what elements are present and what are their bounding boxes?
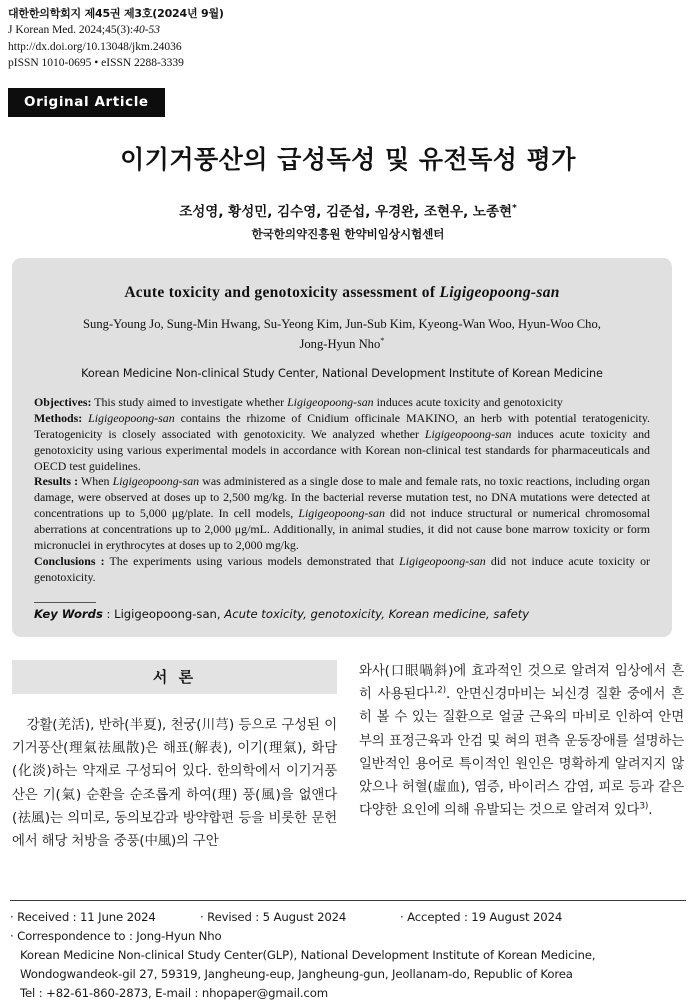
keywords-remaining-items: Acute toxicity, genotoxicity, Korean medicine, safety bbox=[224, 606, 530, 621]
section-heading-introduction: 서 론 bbox=[12, 660, 337, 694]
intro-right-text-1: 와사(口眼喎斜)에 효과적인 것으로 알려져 임상에서 흔히 사용된다 bbox=[359, 664, 684, 703]
abstract-methods-i2: Ligigeopoong-san bbox=[424, 426, 512, 441]
footer-address-line-1: Korean Medicine Non-clinical Study Center(GLP), National Development Institute of Korean Medicine, bbox=[20, 947, 596, 962]
intro-right-text-2: . 안면신경마비는 뇌신경 질환 중에서 흔히 볼 수 있는 질환으로 얼굴 근육의 마비로 인하여 안면부의 표정근육과 안검 및 혀의 편측 운동장애를 설명하는 일반적인 용어로 특이적인 원인은 명확하게 알려지지 않았으나 허혈(虛血), 염증, 바이러스 감염, 피로 등과 같은 다양한 요인에 의해 유발되는 것으로 알려져 있다 bbox=[359, 687, 684, 819]
page-title-english bbox=[34, 284, 650, 302]
abstract-conclusions bbox=[34, 554, 650, 586]
abstract-objectives-italic: Ligigeopoong-san bbox=[287, 394, 374, 409]
intro-right-text-3: . bbox=[648, 803, 653, 819]
english-title-italic: Ligigeopoong-san bbox=[439, 284, 560, 301]
masthead-doi: http://dx.doi.org/10.13048/jkm.24036 bbox=[8, 40, 182, 53]
abstract-results bbox=[34, 474, 650, 553]
footer-received-date: · Received : 11 June 2024 bbox=[10, 910, 156, 924]
abstract-conclusions-t1: The experiments using various models demonstrated that bbox=[104, 553, 400, 568]
authors-korean bbox=[0, 200, 696, 220]
abstract-methods-t3: induces acute toxicity and genotoxicity using various experimental models in accordance with Korean non-clinical test standards for pharmaceuticals and OECD test guidelines. bbox=[34, 426, 651, 473]
footer-dates-row bbox=[10, 908, 686, 927]
footer-contact: Tel : +82-61-860-2873, E-mail : nhopaper@gmail.com bbox=[20, 985, 328, 1000]
masthead-page-range: 40-53 bbox=[133, 23, 161, 36]
abstract-results-label: Results : bbox=[34, 474, 79, 489]
affiliation-korean: 한국한의약진흥원 한약비임상시험센터 bbox=[251, 227, 445, 241]
abstract-results-t3: did not induce structural or numerical chromosomal aberrations at concentrations up to 2,000 μg/mL. Additionally, in animal studies, it did not cause bone marrow toxicity or form micronuclei in erythrocytes at doses up to 2,000 mg/kg. bbox=[34, 506, 650, 552]
abstract-results-i1: Ligigeopoong-san bbox=[112, 474, 200, 489]
keywords-label: Key Words bbox=[34, 606, 103, 621]
abstract-conclusions-t2: did not induce acute toxicity or genotoxicity. bbox=[34, 553, 651, 584]
footer-correspondence: · Correspondence to : Jong-Hyun Nho bbox=[10, 928, 222, 943]
page-title-korean: 이기거풍산의 급성독성 및 유전독성 평가 bbox=[120, 145, 576, 174]
abstract-body bbox=[34, 395, 650, 586]
authors-english bbox=[34, 316, 650, 354]
abstract-conclusions-label: Conclusions : bbox=[34, 553, 105, 568]
abstract-methods bbox=[34, 411, 650, 475]
masthead-issn: pISSN 1010-0695 • eISSN 2288-3339 bbox=[8, 57, 184, 70]
abstract-objectives-label: Objectives: bbox=[34, 394, 92, 409]
authors-korean-names: 조성영, 황성민, 김수영, 김준섭, 우경완, 조현우, 노종현 bbox=[179, 204, 513, 220]
corresponding-author-mark-korean: * bbox=[512, 203, 517, 214]
affiliation-english: Korean Medicine Non-clinical Study Center, National Development Institute of Korean Medicine bbox=[81, 366, 603, 380]
masthead-english-citation bbox=[8, 22, 224, 39]
authors-english-line1: Sung-Young Jo, Sung-Min Hwang, Su-Yeong Kim, Jun-Sub Kim, Kyeong-Wan Woo, Hyun-Woo Cho, bbox=[83, 317, 601, 331]
keywords-separator: : bbox=[102, 606, 115, 621]
abstract-results-i2: Ligigeopoong-san bbox=[298, 506, 385, 521]
footer-divider bbox=[10, 900, 686, 901]
introduction-paragraph-right bbox=[359, 660, 684, 822]
abstract-results-t2: was administered as a single dose to male and female rats, no toxic reactions, including organ damage, were observed at doses up to 2,500 mg/kg. In the bacterial reverse mutation test, no DNA mutations were detected at concentrations up to 5,000 μg/plate. In cell models, bbox=[34, 474, 651, 521]
abstract-panel bbox=[12, 258, 672, 637]
footer-address-line-2: Wondogwandeok-gil 27, 59319, Jangheung-eup, Jangheung-gun, Jeollanam-do, Republic of Korea bbox=[20, 966, 573, 981]
body-column-left bbox=[12, 660, 337, 853]
abstract-methods-t2: contains the rhizome of Cnidium officinale MAKINO, an herb with potential teratogenicity. Teratogenicity is closely associated with genotoxicity. We analyzed whether bbox=[34, 410, 650, 441]
authors-english-line2: Jong-Hyun Nho bbox=[299, 337, 381, 352]
journal-masthead bbox=[8, 6, 224, 72]
corresponding-author-mark-english: * bbox=[380, 334, 385, 345]
abstract-conclusions-i1: Ligigeopoong-san bbox=[399, 553, 486, 568]
introduction-paragraph-left: 강활(羌活), 반하(半夏), 천궁(川芎) 등으로 구성된 이기거풍산(理氣祛風散)은 해표(解表), 이기(理氣), 화담(化淡)하는 약재로 구성되어 있다. 한의학에서 이기거풍산은 기(氣) 순환을 순조롭게 하여(理) 풍(風)을 없앤다(祛風)는 의미로, 동의보감과 방약합편 등을 비롯한 문헌에서 해당 처방을 중풍(中風)의 구안 bbox=[12, 718, 337, 849]
reference-mark-3: 3) bbox=[639, 801, 649, 812]
abstract-results-t1: When bbox=[78, 474, 113, 489]
english-title-plain: Acute toxicity and genotoxicity assessment of bbox=[124, 284, 440, 301]
article-footer bbox=[10, 908, 686, 1003]
abstract-objectives-text-1: This study aimed to investigate whether bbox=[91, 394, 288, 409]
article-type-badge: Original Article bbox=[8, 88, 165, 117]
keywords-line bbox=[34, 607, 650, 621]
keywords-section bbox=[34, 602, 650, 621]
masthead-citation-prefix: J Korean Med. 2024;45(3): bbox=[8, 23, 134, 36]
keywords-first-item: Ligigeopoong-san, bbox=[114, 606, 225, 621]
footer-accepted-date: · Accepted : 19 August 2024 bbox=[400, 910, 563, 924]
abstract-objectives-text-2: induces acute toxicity and genotoxicity bbox=[373, 394, 563, 409]
body-columns bbox=[12, 660, 684, 853]
body-column-right bbox=[359, 660, 684, 853]
footer-revised-date: · Revised : 5 August 2024 bbox=[200, 910, 347, 924]
masthead-korean-citation: 대한한의학회지 제45권 제3호(2024년 9월) bbox=[8, 7, 224, 20]
abstract-objectives bbox=[34, 395, 650, 411]
abstract-methods-label: Methods: bbox=[34, 410, 83, 425]
keywords-rule bbox=[34, 602, 96, 603]
abstract-methods-i1: Ligigeopoong-san bbox=[88, 410, 175, 425]
reference-mark-1: 1,2) bbox=[428, 685, 447, 696]
